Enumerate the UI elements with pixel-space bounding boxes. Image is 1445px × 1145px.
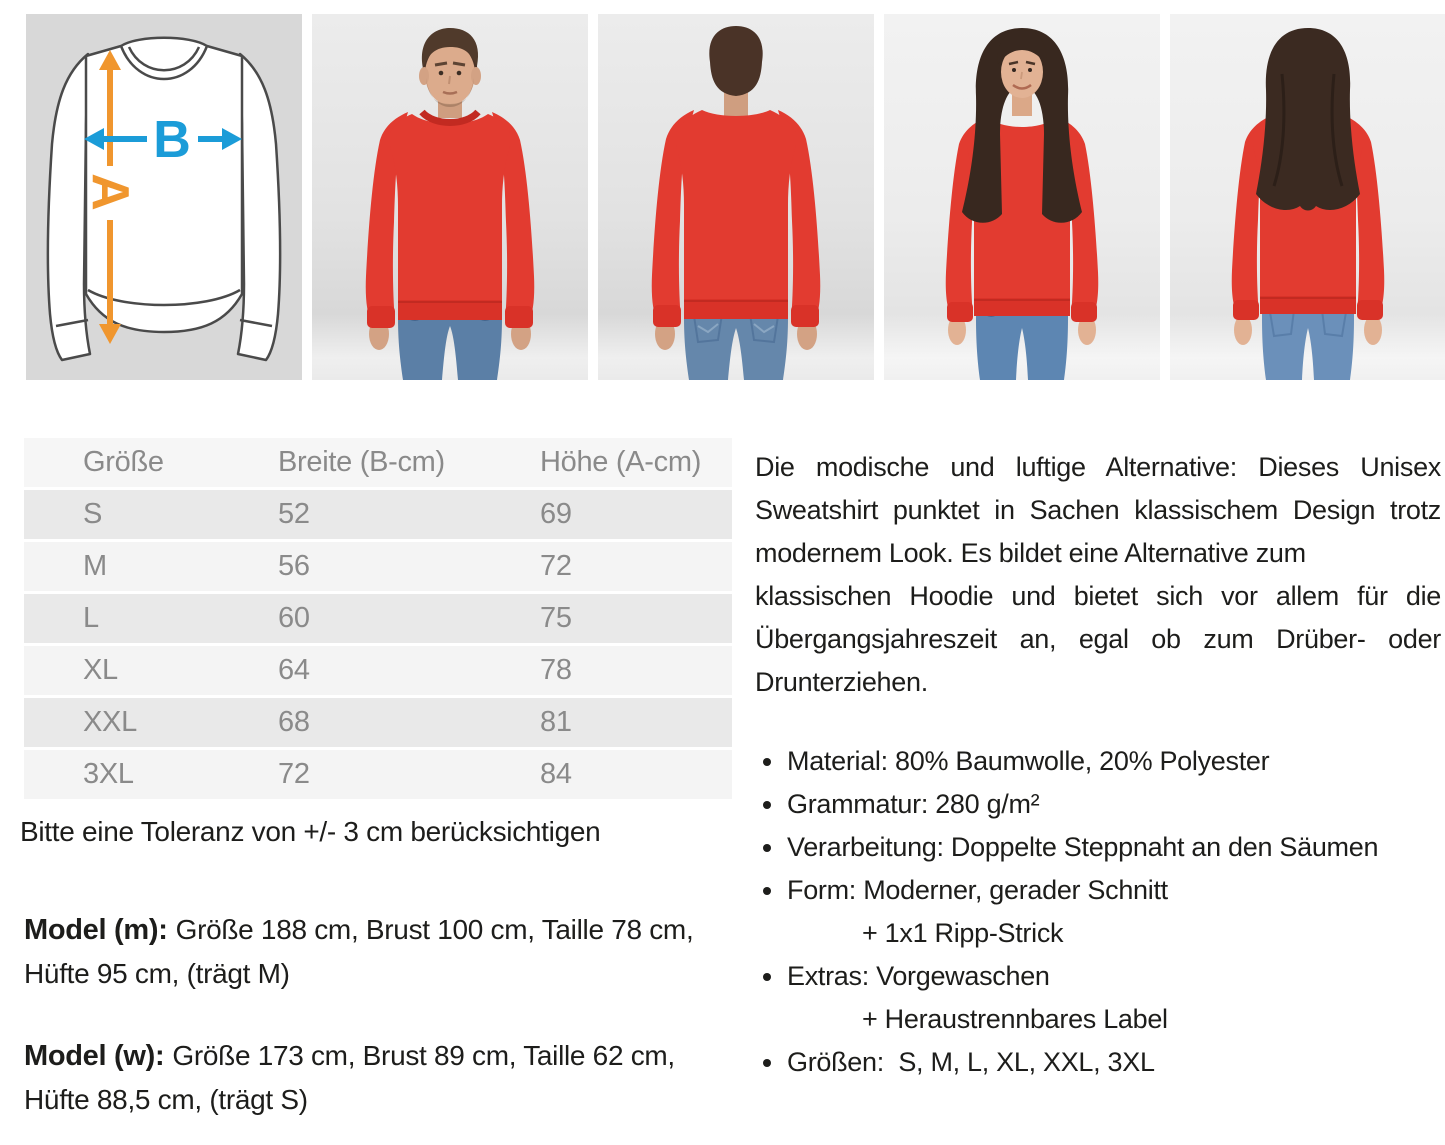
table-row: S 52 69 bbox=[24, 490, 732, 539]
bullet-icon bbox=[763, 887, 771, 895]
model-female-info bbox=[24, 1034, 724, 1122]
female-back-illustration bbox=[1170, 14, 1445, 380]
description-line: modernem Look. Es bildet eine Alternative zum bbox=[755, 538, 1306, 568]
description-line: Die modische und luftige Alternative: Dieses Unisex bbox=[755, 452, 1441, 482]
bullet-icon bbox=[763, 1059, 771, 1067]
hair-back bbox=[1256, 28, 1360, 211]
width-label: B bbox=[153, 111, 191, 169]
table-row: 3XL 72 84 bbox=[24, 750, 732, 799]
female-model-back-photo bbox=[1170, 14, 1445, 380]
spec-item-ripp-strick: + 1x1 Ripp-Strick bbox=[862, 918, 1064, 948]
model-male-label: Model (m): bbox=[24, 914, 168, 946]
male-back-illustration bbox=[598, 14, 874, 380]
product-description bbox=[755, 446, 1441, 704]
description-line: klassischen Hoodie und bietet sich vor allem für die bbox=[755, 581, 1441, 611]
spec-item-form: Form: Moderner, gerader Schnitt bbox=[755, 869, 1445, 912]
model-female-details: Größe 173 cm, Brust 89 cm, Taille 62 cm, Hüfte 88,5 cm, (trägt S) bbox=[24, 1040, 675, 1115]
bullet-icon bbox=[763, 801, 771, 809]
description-line: Drunterziehen. bbox=[755, 667, 928, 697]
female-model-front-photo bbox=[884, 14, 1160, 380]
size-table bbox=[24, 438, 732, 802]
table-row: L 60 75 bbox=[24, 594, 732, 643]
height-label: A bbox=[81, 173, 139, 211]
male-front-illustration bbox=[312, 14, 588, 380]
spec-item-groessen: Größen: S, M, L, XL, XXL, 3XL bbox=[755, 1041, 1445, 1084]
spec-list bbox=[755, 740, 1445, 1084]
diagram-right-sleeve bbox=[238, 54, 280, 360]
col-header-height: Höhe (A-cm) bbox=[540, 446, 702, 478]
table-row: XL 64 78 bbox=[24, 646, 732, 695]
male-model-back-photo bbox=[598, 14, 874, 380]
red-sweatshirt bbox=[946, 118, 1099, 322]
size-table-header-row bbox=[24, 438, 732, 487]
col-header-width: Breite (B-cm) bbox=[278, 446, 445, 478]
red-sweatshirt bbox=[366, 112, 535, 328]
model-male-details: Größe 188 cm, Brust 100 cm, Taille 78 cm, Hüfte 95 cm, (trägt M) bbox=[24, 914, 694, 989]
description-line: Sweatshirt punktet in Sachen klassischem Design trotz bbox=[755, 495, 1441, 525]
product-image-gallery bbox=[26, 14, 1445, 380]
table-row: XXL 68 81 bbox=[24, 698, 732, 747]
bullet-icon bbox=[763, 973, 771, 981]
model-male-info bbox=[24, 908, 724, 996]
spec-item-material: Material: 80% Baumwolle, 20% Polyester bbox=[755, 740, 1445, 783]
size-diagram-panel bbox=[26, 14, 302, 380]
bullet-icon bbox=[763, 758, 771, 766]
spec-item-extras: Extras: Vorgewaschen bbox=[755, 955, 1445, 998]
hair-back bbox=[709, 26, 762, 96]
female-front-illustration bbox=[884, 14, 1160, 380]
red-sweatshirt-back bbox=[652, 110, 821, 327]
sweatshirt-measurement-diagram bbox=[26, 14, 302, 380]
description-line: Übergangsjahreszeit an, egal ob zum Drüber- oder bbox=[755, 624, 1441, 654]
tolerance-note: Bitte eine Toleranz von +/- 3 cm berücksichtigen bbox=[20, 816, 601, 847]
bullet-icon bbox=[763, 844, 771, 852]
model-female-label: Model (w): bbox=[24, 1040, 165, 1072]
col-header-size: Größe bbox=[83, 446, 164, 478]
spec-item-label: + Heraustrennbares Label bbox=[862, 1004, 1168, 1034]
spec-item-grammatur: Grammatur: 280 g/m² bbox=[755, 783, 1445, 826]
spec-item-verarbeitung: Verarbeitung: Doppelte Steppnaht an den Säumen bbox=[755, 826, 1445, 869]
table-row: M 56 72 bbox=[24, 542, 732, 591]
male-model-front-photo bbox=[312, 14, 588, 380]
